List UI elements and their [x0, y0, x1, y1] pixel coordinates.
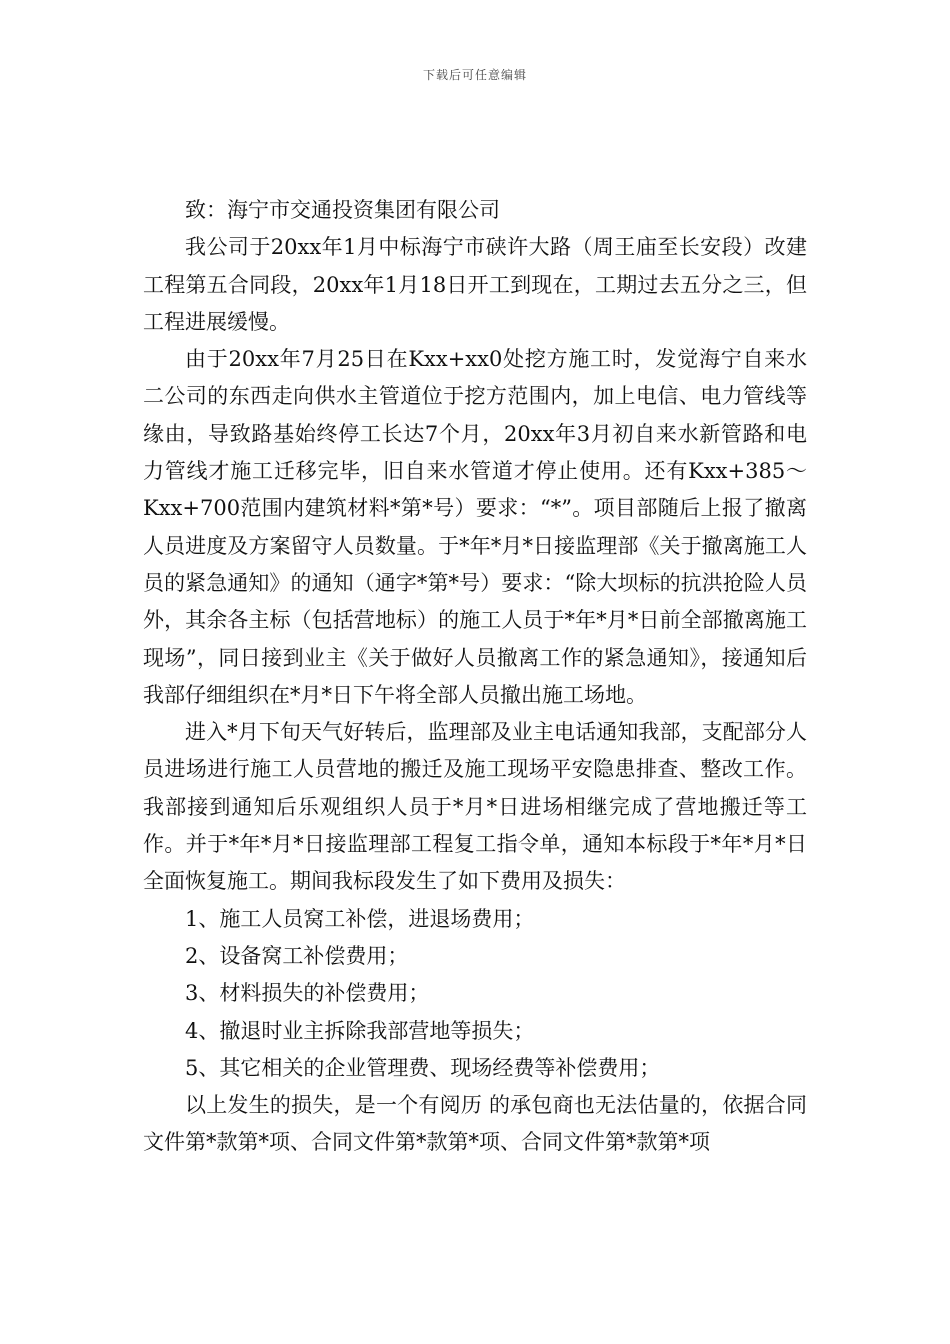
- paragraph-resumption: 进入*月下旬天气好转后，监理部及业主电话通知我部，支配部分人员进场进行施工人员营地的搬迁及施工现场平安隐患排查、整改工作。我部接到通知后乐观组织人员于*月*日进场相继完成了营地搬迁等工作。并于*年*月*日接监理部工程复工指令单，通知本标段于*年*月*日全面恢复施工。期间我标段发生了如下费用及损失：: [143, 720, 807, 894]
- salutation: 致：海宁市交通投资集团有限公司: [185, 198, 500, 222]
- list-item-loss-4: 4、撤退时业主拆除我部营地等损失；: [185, 1018, 535, 1043]
- list-item-loss-5: 5、其它相关的企业管理费、现场经费等补偿费用；: [185, 1055, 661, 1080]
- paragraph-conclusion: 以上发生的损失，是一个有阅历 的承包商也无法估量的，依据合同文件第*款第*项、合同文件第*款第*项、合同文件第*款第*项: [143, 1093, 807, 1155]
- list-item-loss-1: 1、施工人员窝工补偿，进退场费用；: [185, 906, 535, 931]
- list-item-loss-3: 3、材料损失的补偿费用；: [185, 981, 430, 1006]
- paragraph-delay-reasons: 由于20xx年7月25日在Kxx+xx0处挖方施工时，发觉海宁自来水二公司的东西走向供水主管道位于挖方范围内，加上电信、电力管线等缘由，导致路基始终停工长达7个月，20xx年3月初自来水新管路和电力管线才施工迁移完毕，旧自来水管道才停止使用。还有Kxx+385～Kxx+700范围内建筑材料*第*号）要求：“*”。项目部随后上报了撤离人员进度及方案留守人员数量。于*年*月*日接监理部《关于撤离施工人员的紧急通知》的通知（通字*第*号）要求：“除大坝标的抗洪抢险人员外，其余各主标（包括营地标）的施工人员于*年*月*日前全部撤离施工现场”，同日接到业主《关于做好人员撤离工作的紧急通知》，接通知后我部仔细组织在*月*日下午将全部人员撤出施工场地。: [143, 347, 807, 707]
- paragraph-intro: 我公司于20xx年1月中标海宁市硖许大路（周王庙至长安段）改建工程第五合同段，20xx年1月18日开工到现在，工期过去五分之三，但工程进展缓慢。: [143, 235, 807, 334]
- page-header-note: 下载后可任意编辑: [422, 68, 527, 82]
- list-item-loss-2: 2、设备窝工补偿费用；: [185, 943, 409, 968]
- document-body: [143, 192, 807, 1162]
